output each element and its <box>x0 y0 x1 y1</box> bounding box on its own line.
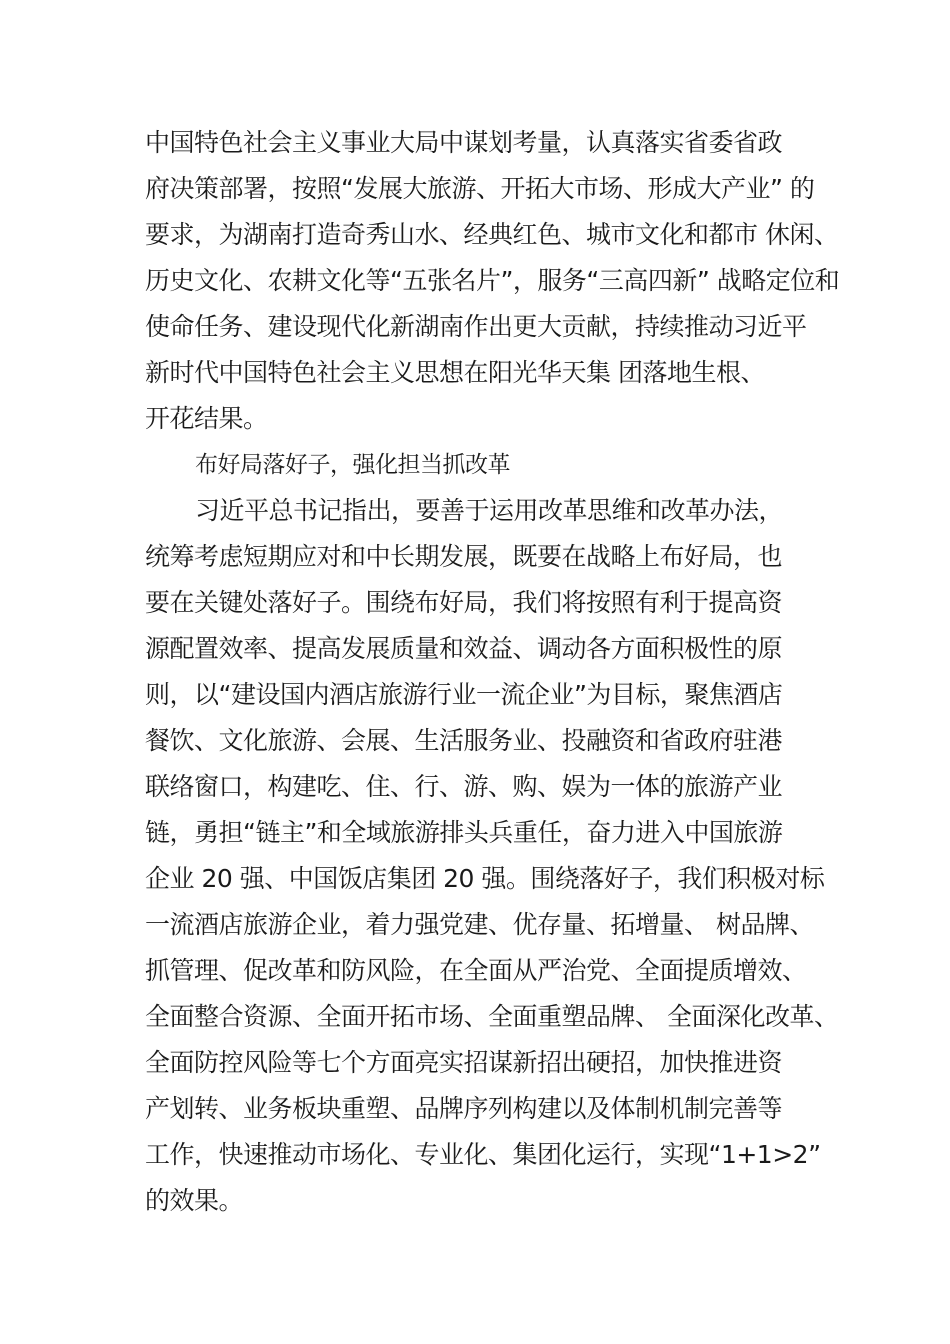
text-line: 联络窗口，构建吃、住、行、游、购、娱为一体的旅游产业 <box>145 772 783 801</box>
text-line: 一流酒店旅游企业，着力强党建、优存量、拓增量、 树品牌、 <box>145 910 814 939</box>
text-line: 要求，为湖南打造奇秀山水、经典红色、城市文化和都市 休闲、 <box>145 220 839 249</box>
text-line: 全面防控风险等七个方面亮实招谋新招出硬招，加快推进资 <box>145 1048 783 1077</box>
document-body <box>145 120 845 1224</box>
text-line: 工作，快速推动市场化、专业化、集团化运行，实现“1+1>2” <box>145 1140 821 1169</box>
text-line: 抓管理、促改革和防风险，在全面从严治党、全面提质增效、 <box>145 956 807 985</box>
text-line: 统筹考虑短期应对和中长期发展，既要在战略上布好局，也 <box>145 542 783 571</box>
text-line: 链，勇担“链主”和全域旅游排头兵重任，奋力进入中国旅游 <box>145 818 783 847</box>
paragraph-2 <box>145 488 845 1224</box>
text-line: 中国特色社会主义事业大局中谋划考量，认真落实省委省政 <box>145 128 783 157</box>
text-line: 开花结果。 <box>145 404 268 433</box>
text-line: 历史文化、农耕文化等“五张名片”，服务“三高四新” 战略定位和 <box>145 266 840 295</box>
text-line: 则，以“建设国内酒店旅游行业一流企业”为目标，聚焦酒店 <box>145 680 783 709</box>
text-line: 要在关键处落好子。围绕布好局，我们将按照有利于提高资 <box>145 588 783 617</box>
text-line: 企业 20 强、中国饭店集团 20 强。围绕落好子，我们积极对标 <box>145 864 825 893</box>
text-line: 府决策部署，按照“发展大旅游、开拓大市场、形成大产业” 的 <box>145 174 815 203</box>
text-line: 新时代中国特色社会主义思想在阳光华天集 团落地生根、 <box>145 358 765 387</box>
text-line: 产划转、业务板块重塑、品牌序列构建以及体制机制完善等 <box>145 1094 783 1123</box>
text-line: 餐饮、文化旅游、会展、生活服务业、投融资和省政府驻港 <box>145 726 783 755</box>
text-line: 习近平总书记指出，要善于运用改革思维和改革办法， <box>195 496 784 525</box>
text-line: 的效果。 <box>145 1186 244 1215</box>
section-heading: 布好局落好子，强化担当抓改革 <box>195 452 510 478</box>
text-line: 源配置效率、提高发展质量和效益、调动各方面积极性的原 <box>145 634 783 663</box>
paragraph-1 <box>145 120 845 442</box>
text-line: 全面整合资源、全面开拓市场、全面重塑品牌、 全面深化改革、 <box>145 1002 839 1031</box>
text-line: 使命任务、建设现代化新湖南作出更大贡献，持续推动习近平 <box>145 312 807 341</box>
